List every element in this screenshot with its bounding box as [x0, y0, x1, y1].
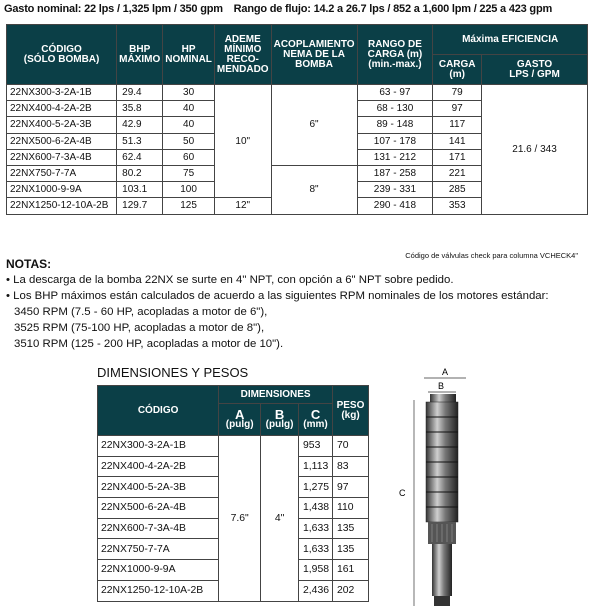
weight-value: 161 [333, 560, 369, 581]
table-row [98, 436, 369, 457]
flow-nominal: Gasto nominal: 22 lps / 1,325 lpm / 350 gpm [4, 3, 223, 15]
bhp-header-text: BHP [129, 43, 151, 55]
weight-value: 135 [333, 539, 369, 560]
dims-code: 22NX300-3-2A-1B [98, 436, 219, 457]
bhp-value: 29.4 [117, 85, 163, 101]
eff-head-header-1: CARGA [438, 58, 476, 70]
dims-code: 22NX400-5-2A-3B [98, 477, 219, 498]
check-valve-note: Código de válvulas check para columna VCHECK4" [405, 251, 578, 260]
dimensions-header: DIMENSIONES [219, 386, 333, 404]
eff-head-value: 171 [433, 149, 482, 165]
hp-value: 125 [163, 198, 215, 214]
code-header-text: CÓDIGO [41, 43, 82, 55]
weight-value: 97 [333, 477, 369, 498]
bhp-value: 35.8 [117, 101, 163, 117]
eff-head-header [433, 55, 482, 85]
dims-code: 22NX500-6-2A-4B [98, 498, 219, 519]
pump-drawing [392, 362, 472, 608]
hp-header-sub: NOMINAL [165, 53, 212, 65]
eff-head-value: 353 [433, 198, 482, 214]
dim-a-value: 7.6" [219, 436, 261, 602]
dim-a-letter: A [234, 406, 245, 422]
hp-value: 75 [163, 165, 215, 181]
dim-c-value: 1,633 [299, 518, 333, 539]
hp-value: 40 [163, 101, 215, 117]
flow-spec-line [4, 3, 588, 15]
dim-a-unit: (pulg) [225, 418, 254, 430]
weight-value: 70 [333, 436, 369, 457]
pump-code: 22NX500-6-2A-4B [7, 133, 117, 149]
efficiency-header: Máxima EFICIENCIA [433, 25, 588, 55]
casing-12-value: 12" [214, 198, 271, 214]
note-line: • La descarga de la bomba 22NX se surte en 4" NPT, con opción a 6" NPT sobre pedido. [6, 274, 454, 286]
eff-flow-value: 21.6 / 343 [482, 85, 588, 215]
note-line: 3510 RPM (125 - 200 HP, acopladas a motor de 10"). [14, 338, 284, 350]
eff-flow-header [482, 55, 588, 85]
bhp-value: 62.4 [117, 149, 163, 165]
hp-value: 60 [163, 149, 215, 165]
eff-head-value: 79 [433, 85, 482, 101]
weight-header [333, 386, 369, 436]
casing-header-2: MÍNIMO [224, 43, 262, 55]
motor-adapter [432, 544, 452, 596]
bhp-value: 80.2 [117, 165, 163, 181]
casing-header-3: RECO- [226, 53, 259, 65]
pump-code: 22NX400-5-2A-3B [7, 117, 117, 133]
coupling-header-1: ACOPLAMIENTO [273, 38, 355, 50]
note-line: • Los BHP máximos están calculados de acuerdo a las siguientes RPM nominales de los motores estándar: [6, 290, 549, 302]
hp-value: 30 [163, 85, 215, 101]
dim-c-value: 2,436 [299, 580, 333, 601]
eff-head-value: 141 [433, 133, 482, 149]
dim-b-header [261, 404, 299, 436]
head-range-value: 187 - 258 [357, 165, 433, 181]
discharge-head [430, 394, 456, 402]
code-header-sub: (SÓLO BOMBA) [23, 53, 100, 65]
bhp-value: 129.7 [117, 198, 163, 214]
casing-header-4: MENDADO [216, 63, 269, 75]
dims-code: 22NX600-7-3A-4B [98, 518, 219, 539]
weight-value: 135 [333, 518, 369, 539]
dim-c-unit: (mm) [303, 418, 328, 430]
eff-flow-header-2: LPS / GPM [509, 68, 560, 80]
dimensions-title: DIMENSIONES Y PESOS [97, 365, 249, 380]
head-range-header-2: CARGA (m) [367, 48, 423, 60]
bhp-header [117, 25, 163, 85]
flow-range: Rango de flujo: 14.2 a 26.7 lps / 852 a 1,600 lpm / 225 a 423 gpm [233, 3, 553, 15]
note-line: 3450 RPM (7.5 - 60 HP, acopladas a motor de 6"), [14, 306, 268, 318]
dim-c-label: C [399, 488, 406, 498]
head-range-value: 131 - 212 [357, 149, 433, 165]
coupling-6-value: 6" [271, 85, 357, 166]
hp-header [163, 25, 215, 85]
dim-b-unit: (pulg) [265, 418, 294, 430]
head-range-value: 290 - 418 [357, 198, 433, 214]
dim-a-header [219, 404, 261, 436]
dims-code: 22NX1000-9-9A [98, 560, 219, 581]
pump-code: 22NX1250-12-10A-2B [7, 198, 117, 214]
bhp-value: 103.1 [117, 182, 163, 198]
dimensions-table [97, 385, 369, 602]
head-range-value: 68 - 130 [357, 101, 433, 117]
notes-section [6, 256, 590, 352]
table-row [7, 85, 588, 101]
head-range-value: 107 - 178 [357, 133, 433, 149]
head-range-header-3: (min.-max.) [368, 58, 422, 70]
head-range-value: 89 - 148 [357, 117, 433, 133]
hp-value: 100 [163, 182, 215, 198]
notes-title: NOTAS: [6, 257, 52, 271]
dims-header-row [98, 386, 369, 404]
perf-header-row [7, 25, 588, 55]
dim-b-letter: B [274, 406, 285, 422]
pump-code: 22NX300-3-2A-1B [7, 85, 117, 101]
motor-base [434, 596, 450, 606]
dims-code: 22NX750-7-7A [98, 539, 219, 560]
bhp-value: 42.9 [117, 117, 163, 133]
dim-b-label: B [438, 381, 445, 391]
hp-value: 40 [163, 117, 215, 133]
dim-c-letter: C [310, 406, 321, 422]
eff-head-value: 285 [433, 182, 482, 198]
weight-value: 202 [333, 580, 369, 601]
pump-code: 22NX400-4-2A-2B [7, 101, 117, 117]
weight-value: 83 [333, 456, 369, 477]
dims-code: 22NX400-4-2A-2B [98, 456, 219, 477]
dim-a-label: A [442, 367, 449, 377]
performance-table [6, 24, 588, 215]
pump-code: 22NX750-7-7A [7, 165, 117, 181]
coupling-header [271, 25, 357, 85]
casing-10-value: 10" [214, 85, 271, 198]
eff-head-value: 97 [433, 101, 482, 117]
head-range-header-1: RANGO DE [367, 38, 422, 50]
pump-code: 22NX1000-9-9A [7, 182, 117, 198]
head-range-value: 63 - 97 [357, 85, 433, 101]
head-range-header [357, 25, 433, 85]
coupling-header-3: BOMBA [295, 58, 333, 70]
code-header [7, 25, 117, 85]
hp-value: 50 [163, 133, 215, 149]
coupling-8-value: 8" [271, 165, 357, 214]
eff-head-value: 117 [433, 117, 482, 133]
dim-c-value: 1,438 [299, 498, 333, 519]
eff-head-value: 221 [433, 165, 482, 181]
dim-c-value: 1,275 [299, 477, 333, 498]
dim-c-header [299, 404, 333, 436]
pump-code: 22NX600-7-3A-4B [7, 149, 117, 165]
head-range-value: 239 - 331 [357, 182, 433, 198]
casing-header-1: ADEME [224, 33, 261, 45]
bhp-header-sub: MÁXIMO [119, 53, 161, 65]
weight-value: 110 [333, 498, 369, 519]
dim-c-value: 953 [299, 436, 333, 457]
eff-head-header-2: (m) [449, 68, 465, 80]
dim-b-value: 4" [261, 436, 299, 602]
coupling-header-2: NEMA DE LA [283, 48, 345, 60]
hp-header-text: HP [181, 43, 196, 55]
dim-c-value: 1,113 [299, 456, 333, 477]
dim-c-value: 1,958 [299, 560, 333, 581]
dims-code: 22NX1250-12-10A-2B [98, 580, 219, 601]
weight-header-1: PESO [336, 399, 365, 411]
note-line: 3525 RPM (75-100 HP, acopladas a motor de 8"), [14, 322, 265, 334]
bhp-value: 51.3 [117, 133, 163, 149]
dim-c-value: 1,633 [299, 539, 333, 560]
casing-header [214, 25, 271, 85]
weight-header-2: (kg) [341, 409, 360, 421]
eff-flow-header-1: GASTO [516, 58, 553, 70]
dims-code-header: CÓDIGO [98, 386, 219, 436]
